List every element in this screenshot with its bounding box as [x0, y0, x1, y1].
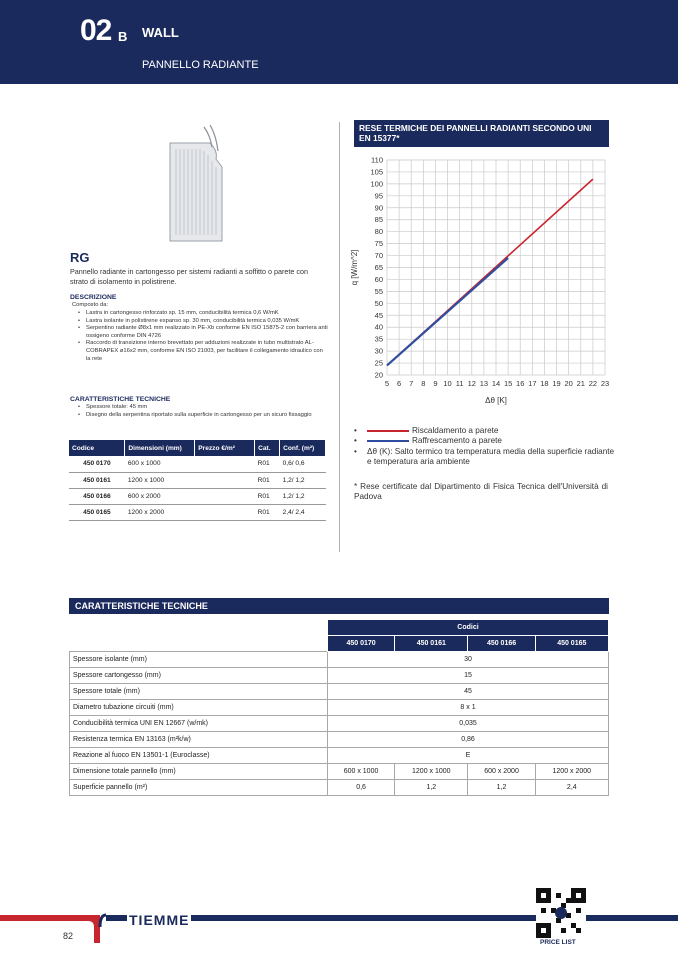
- row-label: Resistenza termica EN 13163 (m²k/w): [70, 732, 328, 748]
- table-header: Dimensioni (mm): [125, 440, 195, 456]
- table-header: Prezzo €/m²: [195, 440, 255, 456]
- product-code: RG: [70, 250, 90, 265]
- row-value: 600 x 1000: [328, 764, 395, 780]
- code-header: 450 0161: [395, 636, 468, 652]
- y-tick-label: 100: [370, 179, 383, 189]
- list-item: • Lastra in cartongesso rinforzato sp. 15 mm, conducibilità termica 0,6 W/mK: [78, 310, 328, 318]
- tech-table: [69, 619, 609, 796]
- y-tick-label: 90: [374, 203, 383, 213]
- x-tick-label: 5: [384, 379, 390, 388]
- table-cell: [195, 488, 255, 504]
- legend-swatch: [367, 430, 409, 432]
- table-cell: [195, 472, 255, 488]
- section-title: WALL: [142, 25, 179, 40]
- composition-intro: Composto da:: [72, 302, 109, 308]
- table-row: [69, 456, 326, 472]
- table-row: [70, 668, 609, 684]
- legend-swatch: [367, 440, 409, 442]
- row-value: 30: [328, 652, 609, 668]
- table-header-row: [70, 636, 609, 652]
- y-tick-label: 20: [374, 370, 383, 380]
- table-cell: 2,4/ 2,4: [280, 504, 326, 520]
- code-header: 450 0170: [328, 636, 395, 652]
- x-tick-label: 6: [397, 379, 402, 388]
- table-cell: 600 x 1000: [125, 456, 195, 472]
- legend-delta-note: [354, 447, 616, 468]
- list-item: • Raccordo di transizione interno brevettato per adduzioni realizzate in tubo multistrato AL-COBRAPEX ø16x2 mm, conforme EN ISO 21003, per facilitare il collegamento idraulico con la rete: [78, 340, 328, 363]
- certification-note: * Rese certificate dal Dipartimento di Fisica Tecnica dell'Università di Padova: [354, 482, 608, 502]
- table-header: Cat.: [255, 440, 280, 456]
- y-tick-label: 50: [374, 298, 383, 308]
- table-cell: 450 0165: [69, 504, 125, 520]
- brand-logo: TIEMME: [129, 912, 190, 928]
- y-tick-label: 75: [374, 239, 383, 249]
- radiant-panel-illustration: [160, 125, 240, 243]
- y-tick-label: 80: [374, 227, 383, 237]
- y-tick-label: 70: [374, 251, 383, 261]
- page-header: [0, 0, 678, 84]
- y-tick-label: 65: [374, 263, 383, 272]
- x-tick-label: 12: [467, 379, 476, 388]
- delta-note-text: Δθ (K): Salto termico tra temperatura media della superficie radiante e temperatura aria ambiente: [367, 446, 615, 467]
- x-tick-label: 14: [491, 379, 501, 388]
- table-cell: 1,2/ 1,2: [280, 488, 326, 504]
- list-item: • Spessore totale: 45 mm: [78, 404, 328, 412]
- list-item: • Lastra isolante in polistirene espanso sp. 30 mm, conducibilità termica 0,035 W/mK: [78, 318, 328, 326]
- row-value: 0,035: [328, 716, 609, 732]
- table-cell: R01: [255, 472, 280, 488]
- y-tick-label: 40: [374, 322, 383, 332]
- x-tick-label: 17: [528, 379, 537, 388]
- blank-cell: [70, 620, 328, 636]
- table-cell: R01: [255, 504, 280, 520]
- x-tick-label: 23: [600, 379, 610, 388]
- table-cell: 1200 x 2000: [125, 504, 195, 520]
- table-cell: R01: [255, 456, 280, 472]
- table-row: [70, 652, 609, 668]
- chart-legend: [354, 426, 616, 468]
- row-value: E: [328, 748, 609, 764]
- y-tick-label: 85: [374, 215, 383, 225]
- row-value: 1,2: [468, 780, 535, 796]
- blank-cell: [70, 636, 328, 652]
- y-tick-label: 55: [374, 286, 383, 296]
- x-tick-label: 16: [516, 379, 525, 388]
- list-item: • Disegno della serpentina riportato sulla superficie in cartongesso per un sicuro fissaggio: [78, 412, 328, 420]
- x-tick-label: 18: [540, 379, 549, 388]
- bullet: •: [354, 436, 357, 446]
- row-value: 1200 x 1000: [395, 764, 468, 780]
- row-value: 45: [328, 684, 609, 700]
- table-cell: 450 0166: [69, 488, 125, 504]
- table-header-row: [69, 440, 326, 456]
- section-letter: B: [118, 29, 128, 44]
- table-cell: 0,6/ 0,6: [280, 456, 326, 472]
- y-tick-label: 60: [374, 274, 383, 284]
- y-tick-label: 25: [374, 358, 383, 368]
- table-row: [69, 504, 326, 520]
- legend-item-heating: [354, 426, 616, 436]
- price-list-label: PRICE LIST: [540, 939, 576, 946]
- x-axis-label: Δθ [K]: [485, 396, 507, 405]
- legend-item-cooling: [354, 436, 616, 446]
- table-header-row: [70, 620, 609, 636]
- row-label: Dimensione totale pannello (mm): [70, 764, 328, 780]
- table-cell: 1,2/ 1,2: [280, 472, 326, 488]
- row-value: 15: [328, 668, 609, 684]
- section-subtitle: PANNELLO RADIANTE: [142, 59, 259, 71]
- table-cell: 600 x 2000: [125, 488, 195, 504]
- legend-label: Raffrescamento a parete: [412, 436, 502, 446]
- x-tick-label: 21: [576, 379, 585, 388]
- table-row: [70, 716, 609, 732]
- codes-header: Codici: [328, 620, 609, 636]
- y-tick-label: 110: [371, 155, 383, 165]
- product-description: Pannello radiante in cartongesso per sistemi radianti a soffitto o parete con strato di isolamento in polistirene.: [70, 267, 308, 286]
- row-value: 0,6: [328, 780, 395, 796]
- row-label: Conducibilità termica UNI EN 12667 (w/mk): [70, 716, 328, 732]
- row-label: Reazione al fuoco EN 13501-1 (Euroclasse): [70, 748, 328, 764]
- codes-table: [69, 440, 326, 521]
- row-label: Spessore cartongesso (mm): [70, 668, 328, 684]
- table-row: [69, 472, 326, 488]
- row-value: 1,2: [395, 780, 468, 796]
- table-row: [70, 700, 609, 716]
- table-cell: R01: [255, 488, 280, 504]
- y-tick-label: 95: [374, 191, 383, 201]
- table-cell: 1200 x 1000: [125, 472, 195, 488]
- row-value: 0,86: [328, 732, 609, 748]
- y-axis-label: q [W/m^2]: [350, 249, 359, 286]
- composition-list: [78, 310, 328, 363]
- table-header: Codice: [69, 440, 125, 456]
- x-tick-label: 13: [479, 379, 489, 388]
- y-tick-label: 35: [374, 334, 383, 344]
- features-heading: CARATTERISTICHE TECNICHE: [70, 396, 171, 403]
- row-label: Superficie pannello (m²): [70, 780, 328, 796]
- x-tick-label: 8: [421, 379, 426, 388]
- row-label: Spessore totale (mm): [70, 684, 328, 700]
- x-tick-label: 11: [455, 379, 464, 388]
- table-row: [70, 732, 609, 748]
- chart-title: RESE TERMICHE DEI PANNELLI RADIANTI SECONDO UNI EN 15377*: [354, 120, 609, 147]
- row-label: Spessore isolante (mm): [70, 652, 328, 668]
- x-tick-label: 7: [409, 379, 414, 388]
- table-row: [70, 764, 609, 780]
- legend-label: Riscaldamento a parete: [412, 426, 499, 435]
- table-cell: [195, 456, 255, 472]
- row-label: Diametro tubazione circuiti (mm): [70, 700, 328, 716]
- qr-code-icon[interactable]: [536, 888, 586, 938]
- table-row: [70, 684, 609, 700]
- table-header: Conf. (m²): [280, 440, 326, 456]
- y-tick-label: 30: [374, 346, 383, 356]
- row-value: 600 x 2000: [468, 764, 535, 780]
- thermal-output-chart: [345, 150, 615, 412]
- x-tick-label: 9: [433, 379, 438, 388]
- bullet: •: [354, 446, 357, 456]
- code-header: 450 0166: [468, 636, 535, 652]
- features-list: [78, 404, 328, 419]
- page-number: 82: [63, 931, 74, 941]
- y-tick-label: 45: [374, 310, 383, 320]
- x-tick-label: 10: [443, 379, 452, 388]
- x-tick-label: 15: [503, 379, 513, 388]
- section-number: 02: [80, 14, 112, 47]
- row-value: 2,4: [535, 780, 608, 796]
- list-item: • Serpentino radiante Ø8x1 mm realizzato in PE-Xb conforme EN ISO 15875-2 con barriera anti ossigeno conforme DIN 4726: [78, 325, 328, 340]
- tech-table-title: CARATTERISTICHE TECNICHE: [69, 598, 609, 614]
- table-cell: [195, 504, 255, 520]
- row-value: 8 x 1: [328, 700, 609, 716]
- row-value: 1200 x 2000: [535, 764, 608, 780]
- table-cell: 450 0170: [69, 456, 125, 472]
- table-row: [69, 488, 326, 504]
- x-tick-label: 20: [564, 379, 573, 388]
- table-row: [70, 780, 609, 796]
- column-divider: [339, 122, 340, 552]
- bullet: •: [354, 426, 357, 435]
- table-row: [70, 748, 609, 764]
- x-tick-label: 19: [552, 379, 561, 388]
- description-heading: DESCRIZIONE: [70, 294, 117, 301]
- x-tick-label: 22: [588, 379, 598, 388]
- code-header: 450 0165: [535, 636, 608, 652]
- y-tick-label: 105: [370, 167, 383, 177]
- table-cell: 450 0161: [69, 472, 125, 488]
